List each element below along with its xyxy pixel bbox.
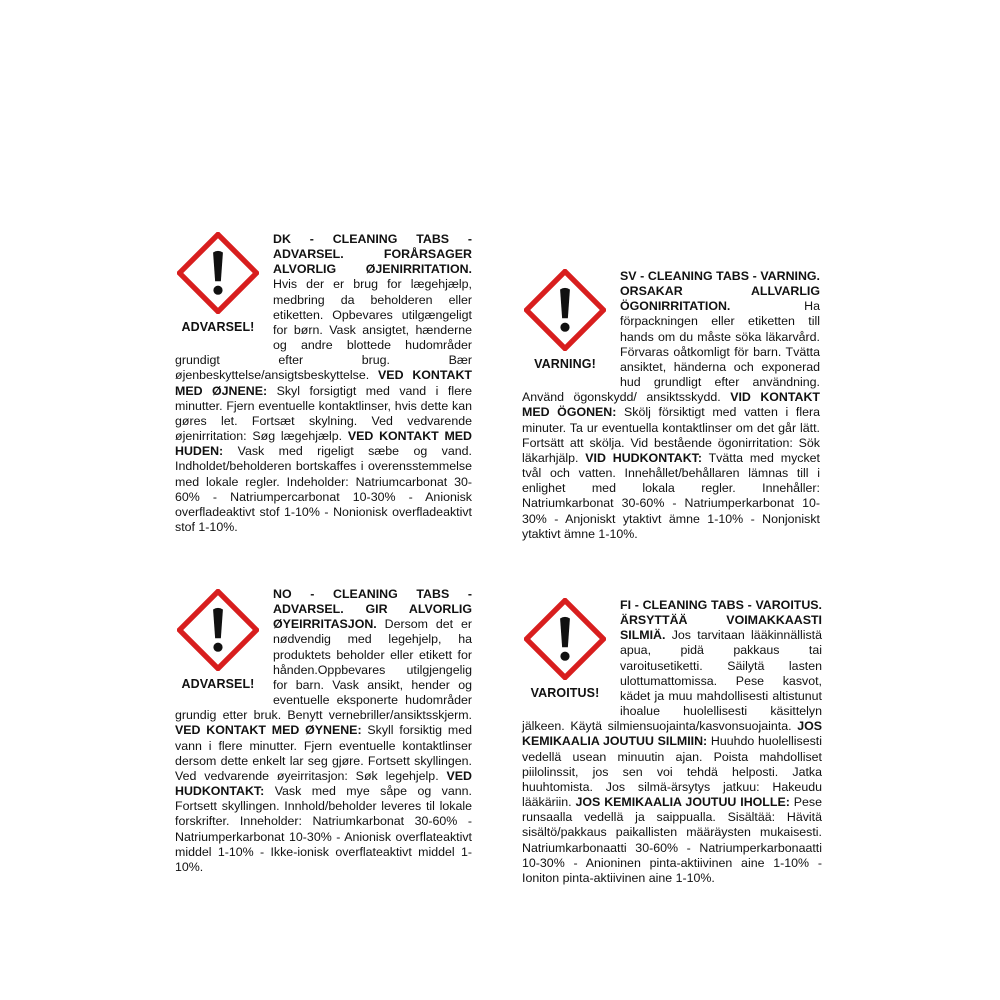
dk-skin-contact-heading: VED KONTAKT MED HUDEN: [175,429,472,459]
sv-body-2: Skölj försiktigt med vatten i flera minuter. Ta ur eventuella kontaktlinser om det går lätt. Fortsätt att skölja. Vid bestående ögonirritation: Sök läkarhjälp. [522,405,820,465]
dk-eye-contact-heading: VED KONTAKT MED ØJNENE: [175,368,472,398]
no-label-panel [175,587,472,875]
no-hazard-block [175,589,261,691]
dk-body-2: Skyl forsigtigt med vand i flere minutter. Fjern eventuelle kontaktlinser, hvis dette kan gøres let. Fortsæt skylning. Ved vedvarende øjenirritation: Søg lægehjælp. [175,383,472,444]
fi-signal-word: VAROITUS! [530,686,600,700]
exclamation-mark-hazard-icon [524,269,606,351]
sv-body-1: Ha förpackningen eller etiketten till hands om du måste söka läkarvård. Förvaras oåtkomligt för barn. Tvätta ansiktet, händerna och exponerad hud grundligt efter användning. Använd ögonskydd/ ansiktsskydd. [522,299,820,405]
dk-hazard-block [175,232,261,334]
exclamation-mark-hazard-icon [177,589,259,671]
fi-heading: FI - CLEANING TABS - VAROITUS. ÄRSYTTÄÄ VOIMAKKAASTI SILMIÄ. [620,598,822,643]
no-body-1: Dersom det er nødvendig med legehjelp, ha produktets beholder eller etikett for hånden.Oppbevares utilgjengelig for barn. Vask ansikt, hender og eventuelle eksponerte hudområder grundig etter bruk. Benytt vernebriller/ansiktsskjerm. [175,617,472,723]
no-skin-contact-heading: VED HUDKONTAKT: [175,768,472,799]
fi-skin-contact-heading: JOS KEMIKAALIA JOUTUU IHOLLE: [575,795,790,810]
exclamation-mark-hazard-icon [177,232,259,314]
fi-body-1: Jos tarvitaan lääkinnällistä apua, pidä pakkaus tai varoitusetiketti. Säilytä lasten ulottumattomissa. Pese kasvot, kädet ja muu mahdollisesti altistunut ihoalue huolellisesti käsittelyn jälkeen. Käytä silmiensuojainta/kasvonsuojainta. [522,628,822,734]
exclamation-mark-hazard-icon [524,598,606,680]
fi-body-3: Pese runsaalla vedellä ja saippualla. Sisältää: Hävitä sisältö/pakkaus paikallisten määräysten mukaisesti. Natriumkarbonaatti 30-60% - Natriumperkarbonaatti 10-30% - Anioninen pinta-aktiivinen aine 1-10% - Ioniton pinta-aktiivinen aine 1-10%. [522,795,822,885]
fi-label-panel [522,598,822,886]
no-eye-contact-heading: VED KONTAKT MED ØYNENE: [175,723,362,738]
fi-eye-contact-heading: JOS KEMIKAALIA JOUTUU SILMIIN: [522,719,822,749]
dk-signal-word: ADVARSEL! [181,320,255,334]
sv-eye-contact-heading: VID KONTAKT MED ÖGONEN: [522,390,820,420]
dk-body-3: Vask med rigeligt sæbe og vand. Indholdet/beholderen bortskaffes i overensstemmelse med lokale regler. Indeholder: Natriumcarbonat 30-60% - Natriumpercarbonat 10-30% - Anionisk overfladeaktivt stof 1-10% - Nonionisk overfladeaktivt stof 1-10%. [175,444,472,534]
no-signal-word: ADVARSEL! [181,677,255,691]
no-body-2: Skyll forsiktig med vann i flere minutter. Fjern eventuelle kontaktlinser dersom dette enkelt lar seg gjøre. Fortsett skyllingen. Ved vedvarende øyeirritasjon: Søk legehjelp. [175,723,472,783]
no-heading: NO - CLEANING TABS - ADVARSEL. GIR ALVORLIG ØYEIRRITASJON. [273,587,472,632]
fi-body-2: Huuhdo huolellisesti vedellä usean minuutin ajan. Poista mahdolliset piilolinssit, jos sen voi tehdä helposti. Jatka huuhtomista. Jos silmä-ärsytys jatkuu: Hakeudu lääkäriin. [522,734,822,810]
sv-hazard-block [522,269,608,371]
sv-signal-word: VARNING! [534,357,596,371]
sv-body-3: Tvätta med mycket tvål och vatten. Innehållet/behållaren lämnas till i enlighet med lokala regler. Innehåller: Natriumkarbonat 30-60% - Natriumperkarbonat 10-30% - Anjoniskt ytaktivt ämne 1-10% - Nonjoniskt ytaktivt ämne 1-10%. [522,450,821,541]
sv-heading: SV - CLEANING TABS - VARNING. ORSAKAR ALLVARLIG ÖGONIRRITATION. [620,269,820,314]
dk-label-panel [175,232,472,535]
dk-body-1: Hvis der er brug for lægehjælp, medbring da beholderen eller etiketten. Opbevares utilgængeligt for børn. Vask ansigtet, hænderne og andre blottede hudområder grundigt efter brug. Bær øjenbeskyttelse/ansigtsbeskyttelse. [175,277,472,383]
no-body-3: Vask med mye såpe og vann. Fortsett skyllingen. Innhold/beholder leveres til lokale forskrifter. Inneholder: Natriumkarbonat 30-60% - Natriumperkarbonat 10-30% - Anionisk overflateaktivt middel 1-10% - Ikke-ionisk overflateaktivt middel 1-10%. [175,784,472,874]
dk-heading: DK - CLEANING TABS - ADVARSEL. FORÅRSAGER ALVORLIG ØJENIRRITATION. [273,232,472,277]
sv-label-panel [522,269,820,542]
sv-skin-contact-heading: VID HUDKONTAKT: [585,450,703,465]
fi-hazard-block [522,598,608,700]
